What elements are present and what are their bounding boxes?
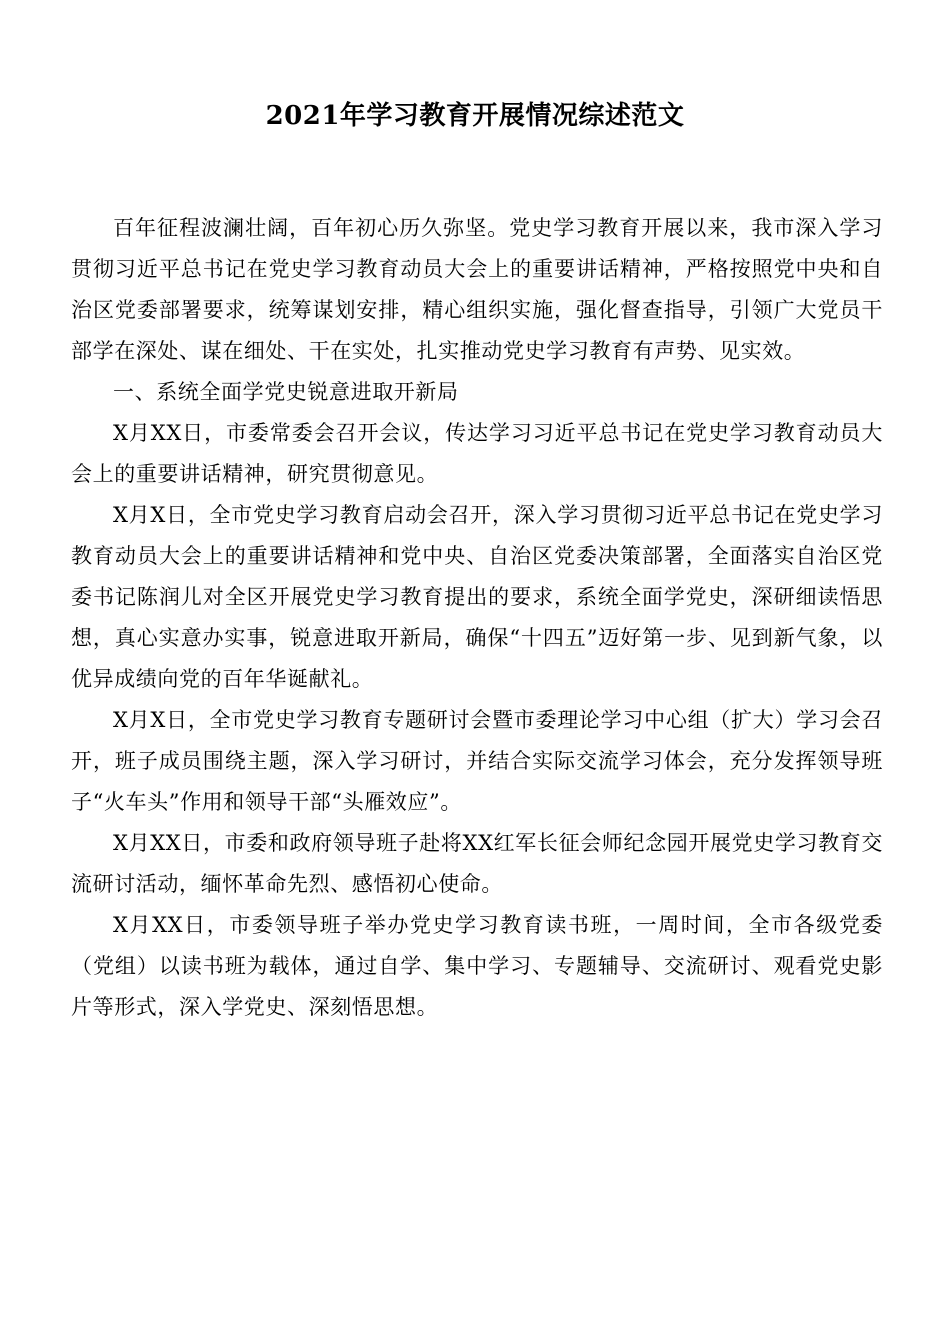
- paragraph-memorial-visit: X月XX日，市委和政府领导班子赴将XX红军长征会师纪念园开展党史学习教育交流研讨活动，缅怀革命先烈、感悟初心使命。: [71, 831, 883, 896]
- section-heading-1: 一、系统全面学党史锐意进取开新局: [113, 380, 459, 404]
- paragraph-standing-committee: X月XX日，市委常委会召开会议，传达学习习近平总书记在党史学习教育动员大会上的重要讲话精神，研究贯彻意见。: [71, 421, 883, 486]
- document-title: 2021年学习教育开展情况综述范文: [265, 101, 685, 131]
- document-body: [71, 208, 883, 1028]
- paragraph-reading-class: X月XX日，市委领导班子举办党史学习教育读书班，一周时间，全市各级党委（党组）以读书班为载体，通过自学、集中学习、专题辅导、交流研讨、观看党史影片等形式，深入学党史、深刻悟思想。: [71, 913, 883, 1019]
- paragraph-intro: 百年征程波澜壮阔，百年初心历久弥坚。党史学习教育开展以来，我市深入学习贯彻习近平总书记在党史学习教育动员大会上的重要讲话精神，严格按照党中央和自治区党委部署要求，统筹谋划安排，精心组织实施，强化督查指导，引领广大党员干部学在深处、谋在细处、干在实处，扎实推动党史学习教育有声势、见实效。: [71, 216, 883, 363]
- paragraph-launch-meeting: X月X日，全市党史学习教育启动会召开，深入学习贯彻习近平总书记在党史学习教育动员大会上的重要讲话精神和党中央、自治区党委决策部署，全面落实自治区党委书记陈润儿对全区开展党史学习教育提出的要求，系统全面学党史，深研细读悟思想，真心实意办实事，锐意进取开新局，确保“十四五”迈好第一步、见到新气象，以优异成绩向党的百年华诞献礼。: [71, 503, 883, 691]
- paragraph-seminar: X月X日，全市党史学习教育专题研讨会暨市委理论学习中心组（扩大）学习会召开，班子成员围绕主题，深入学习研讨，并结合实际交流学习体会，充分发挥领导班子“火车头”作用和领导干部“头雁效应”。: [71, 708, 883, 814]
